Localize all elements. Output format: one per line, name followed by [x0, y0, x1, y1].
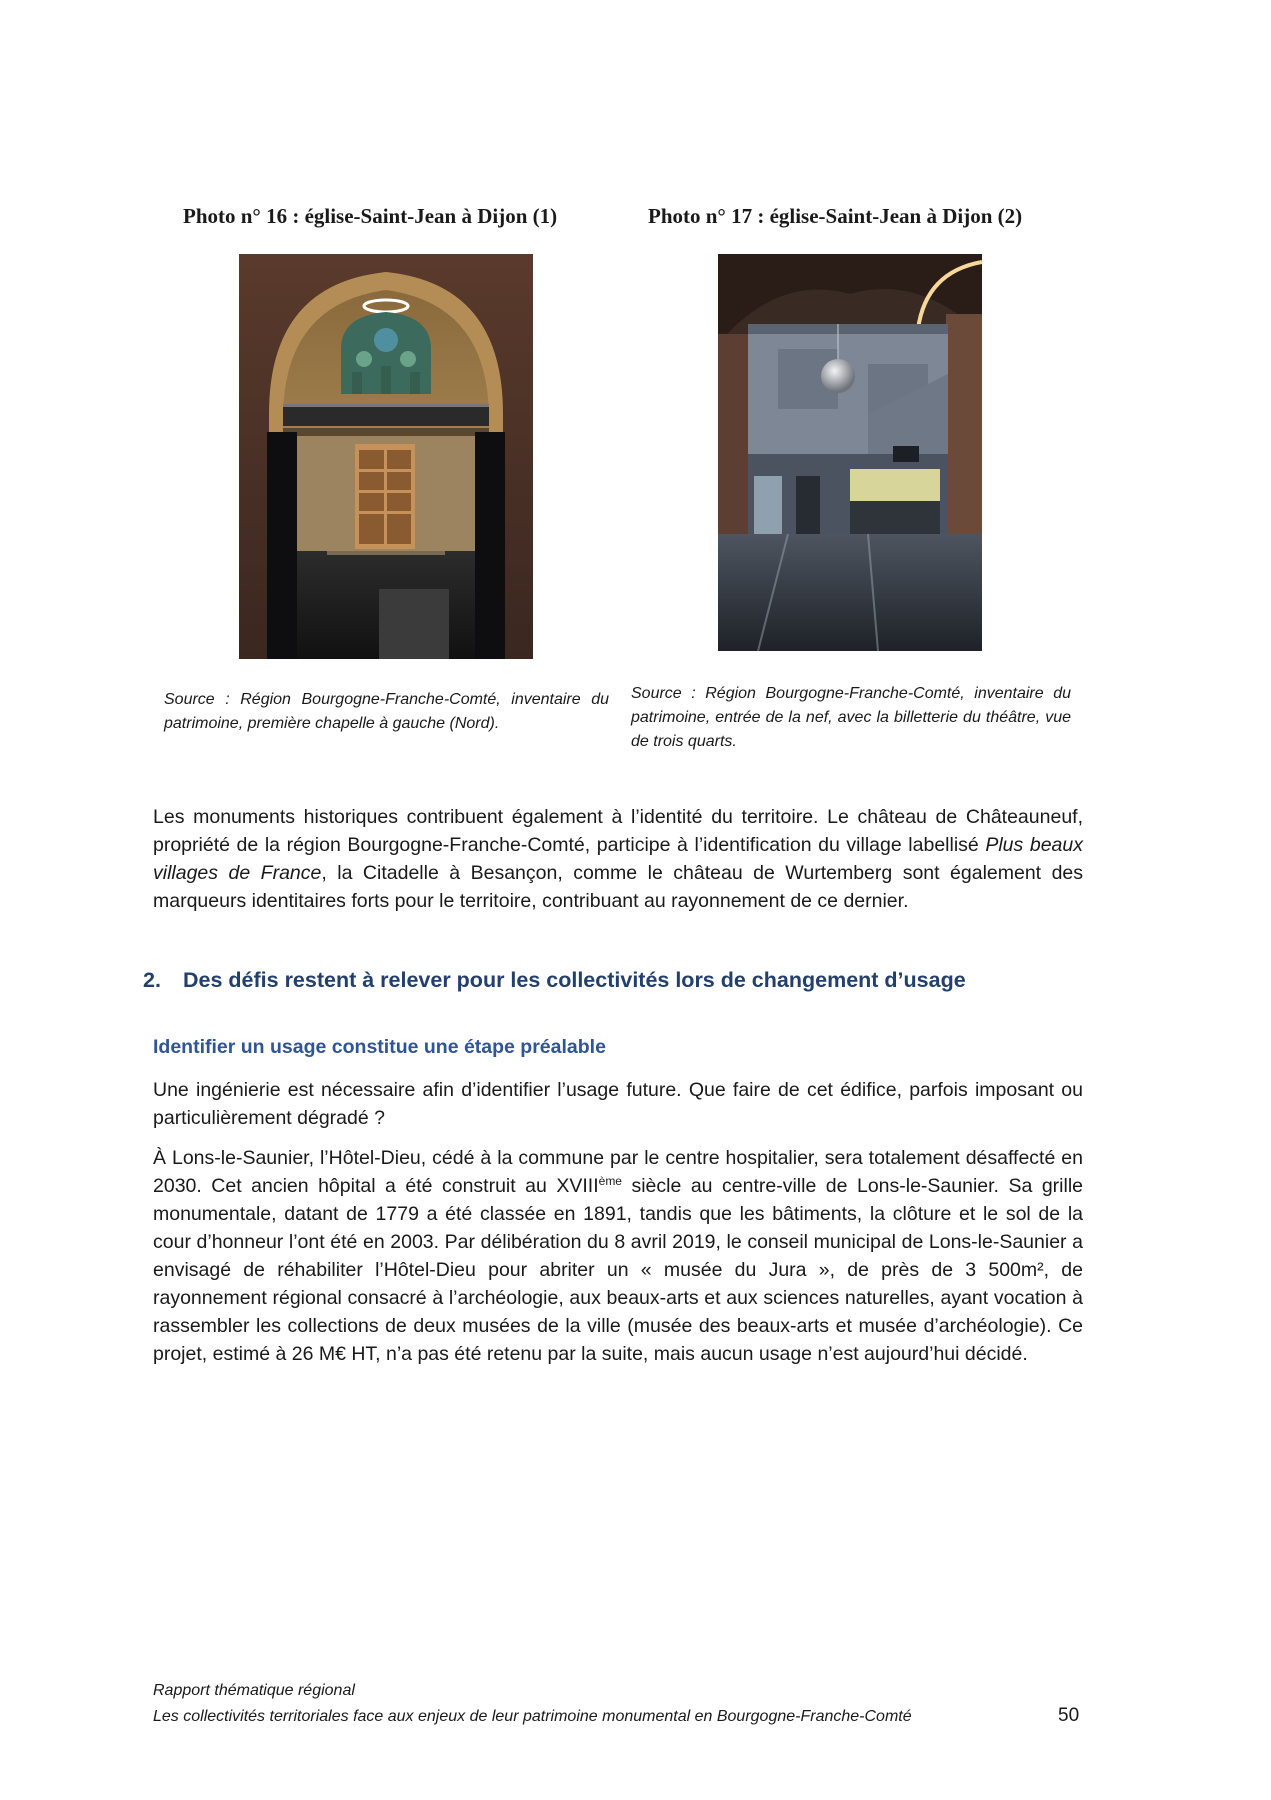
paragraph-lons-text-2: siècle au centre-ville de Lons-le-Saunier. Sa grille monumentale, datant de 1779 a été classée en 1891, tandis que les bâtiments, la clôture et le sol de la cour d’honneur l’ont été en 2003. Par délibération du 8 avril 2019, le conseil municipal de Lons-le-Saunier a envisagé de réhabiliter l’Hôtel-Dieu pour abriter un « musée du Jura », de près de 3 500m², de rayonnement régional consacré à l’archéologie, aux beaux-arts et aux sciences naturelles, ayant vocation à rassembler les collections de deux musées de la ville (musée des beaux-arts et musée d’archéologie). Ce projet, estimé à 26 M€ HT, n’a pas été retenu par la suite, mais aucun usage n’est aujourd’hui décidé. — [153, 1175, 1083, 1365]
section-title: Des défis restent à relever pour les collectivités lors de changement d’usage — [183, 968, 966, 992]
paragraph-monuments — [153, 803, 1083, 915]
subsection-heading: Identifier un usage constitue une étape préalable — [153, 1036, 606, 1058]
paragraph-monuments-text-1: Les monuments historiques contribuent également à l’identité du territoire. Le château de Châteauneuf, propriété de la région Bourgogne-Franche-Comté, participe à l’identification du village labellisé — [153, 806, 1083, 856]
photo-16-caption: Source : Région Bourgogne-Franche-Comté, inventaire du patrimoine, première chapelle à gauche (Nord). — [164, 691, 609, 732]
photo-16-title: Photo n° 16 : église-Saint-Jean à Dijon (1) — [183, 204, 558, 228]
section-heading — [143, 968, 966, 993]
superscript-eme: ème — [598, 1174, 622, 1188]
photo-17-nave-image — [718, 254, 982, 651]
photo-17-caption: Source : Région Bourgogne-Franche-Comté, inventaire du patrimoine, entrée de la nef, avec la billetterie du théâtre, vue de trois quarts. — [631, 685, 1071, 750]
page-number: 50 — [1058, 1705, 1080, 1726]
photo-16-chapel-image — [239, 254, 533, 659]
photo-17-title: Photo n° 17 : église-Saint-Jean à Dijon (2) — [648, 204, 1023, 228]
label-plus-beaux-villages: Plus beaux villages de France — [153, 834, 1083, 884]
paragraph-lons-text-1: À Lons-le-Saunier, l’Hôtel-Dieu, cédé à la commune par le centre hospitalier, sera totalement désaffecté en 2030. Cet ancien hôpital a été construit au XVIII — [153, 1147, 1083, 1197]
paragraph-ingenierie: Une ingénierie est nécessaire afin d’identifier l’usage future. Que faire de cet édifice, parfois imposant ou particulièrement dégradé ? — [153, 1079, 1083, 1129]
section-number: 2. — [143, 968, 161, 992]
footer-report-title: Les collectivités territoriales face aux enjeux de leur patrimoine monumental en Bourgogne-Franche-Comté — [153, 1708, 912, 1725]
paragraph-lons-le-saunier — [153, 1144, 1083, 1368]
paragraph-monuments-text-2: , la Citadelle à Besançon, comme le château de Wurtemberg sont également des marqueurs identitaires forts pour le territoire, contribuant au rayonnement de ce dernier. — [153, 862, 1084, 912]
footer-report-type: Rapport thématique régional — [153, 1682, 355, 1699]
